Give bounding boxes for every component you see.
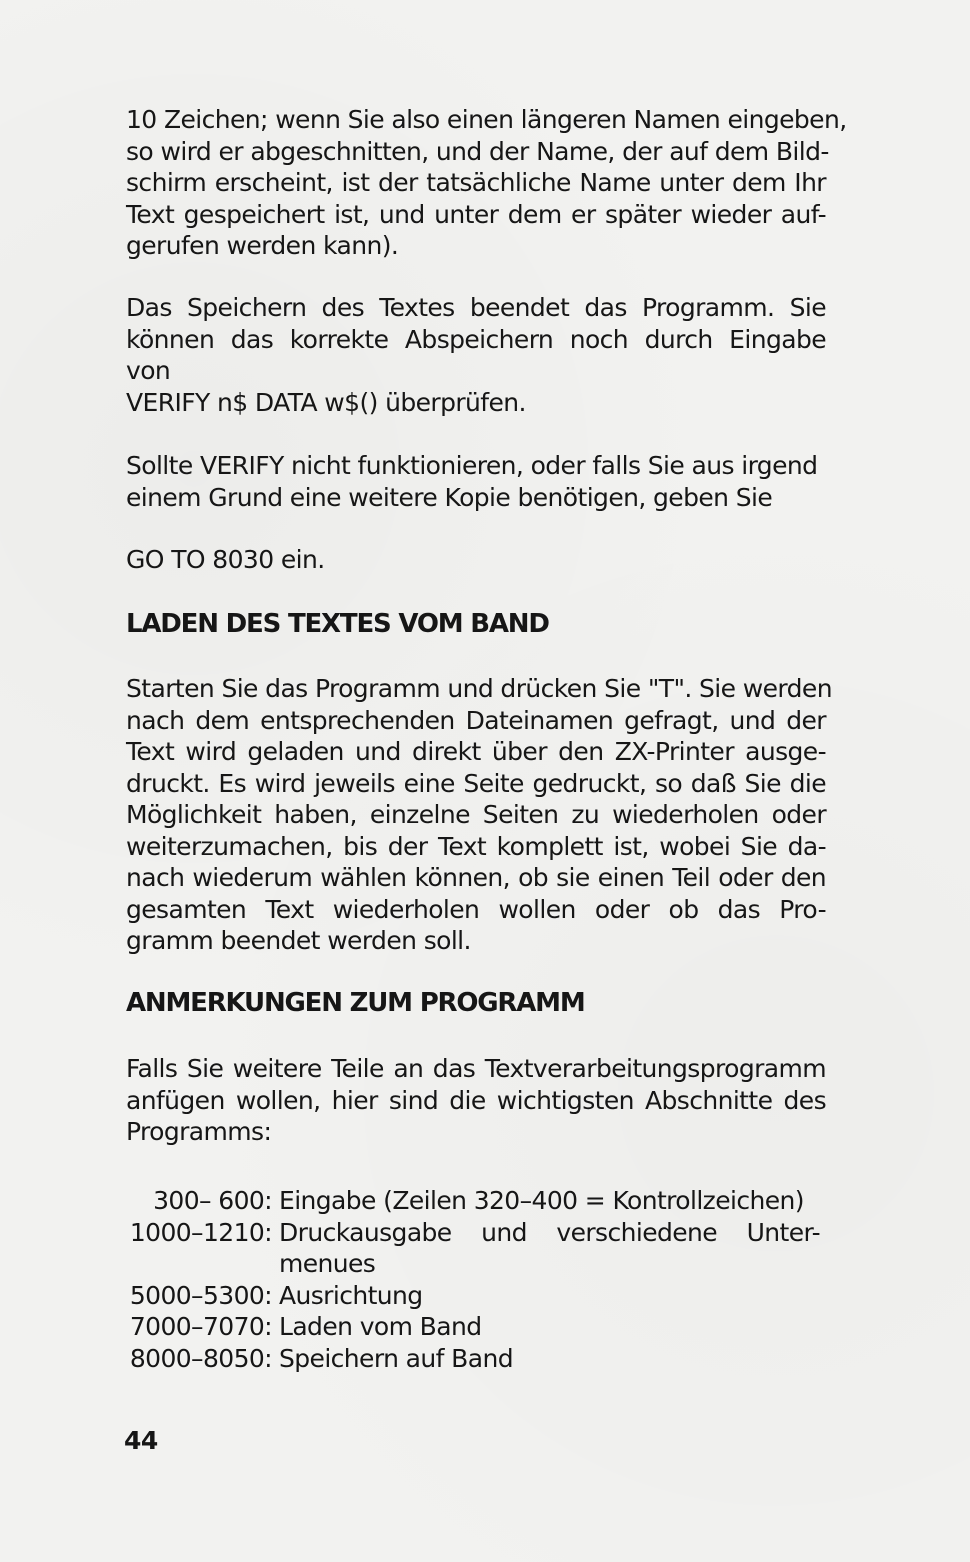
text-line: VERIFY n$ DATA w$() überprüfen. xyxy=(126,387,526,417)
text-line: können das korrekte Abspeichern noch durch Eingabe xyxy=(126,324,826,354)
section-heading-load-text: LADEN DES TEXTES VOM BAND xyxy=(126,609,549,639)
text-line: Das Speichern des Textes beendet das Programm. Sie xyxy=(126,293,826,322)
text-line: nach dem entsprechenden Dateinamen gefragt, und der xyxy=(126,705,826,735)
paragraph-verify-failure xyxy=(126,450,826,513)
page-number: 44 xyxy=(124,1426,158,1455)
text-line: Programms: xyxy=(126,1117,272,1146)
text-line: Text wird geladen und direkt über den ZX-Printer ausge- xyxy=(126,737,826,766)
text-line: GO TO 8030 ein. xyxy=(126,545,325,574)
text-line: 10 Zeichen; wenn Sie also einen längeren Namen eingeben, xyxy=(126,105,847,134)
line-range: 5000–5300: xyxy=(129,1280,272,1310)
paragraph-program-sections-intro xyxy=(126,1053,826,1148)
text-line: Sollte VERIFY nicht funktionieren, oder falls Sie aus irgend xyxy=(126,451,818,480)
paragraph-load-instructions xyxy=(126,673,832,957)
section-description: Ausrichtung xyxy=(279,1280,423,1310)
text-line: Text gespeichert ist, und unter dem er später wieder auf- xyxy=(126,199,826,229)
line-range: 1000–1210: xyxy=(129,1217,272,1247)
section-description-continuation: menues xyxy=(279,1249,376,1278)
list-item xyxy=(120,1343,820,1375)
line-range: 7000–7070: xyxy=(129,1312,272,1341)
section-description: Speichern auf Band xyxy=(279,1343,513,1373)
text-line: gesamten Text wiederholen wollen oder ob das Pro- xyxy=(126,894,826,924)
text-line: druckt. Es wird jeweils eine Seite gedruckt, so daß Sie die xyxy=(126,768,826,798)
text-line: von xyxy=(126,356,171,385)
paragraph-goto-command xyxy=(126,544,826,576)
list-item xyxy=(120,1280,820,1312)
text-line: nach wiederum wählen können, ob sie einen Teil oder den xyxy=(126,863,826,892)
section-heading-program-notes: ANMERKUNGEN ZUM PROGRAMM xyxy=(126,988,585,1018)
program-sections-list xyxy=(120,1185,820,1374)
text-line: schirm erscheint, ist der tatsächliche Name unter dem Ihr xyxy=(126,168,826,197)
line-range: 8000–8050: xyxy=(129,1343,272,1373)
list-item xyxy=(120,1217,820,1249)
text-line: so wird er abgeschnitten, und der Name, der auf dem Bild- xyxy=(126,136,829,166)
section-description: Laden vom Band xyxy=(279,1312,482,1341)
text-line: gramm beendet werden soll. xyxy=(126,926,471,955)
text-line: Möglichkeit haben, einzelne Seiten zu wiederholen oder xyxy=(126,800,826,829)
section-description: Druckausgabe und verschiedene Unter- xyxy=(279,1217,820,1247)
list-item xyxy=(120,1311,820,1343)
text-line: weiterzumachen, bis der Text komplett ist, wobei Sie da- xyxy=(126,831,826,861)
text-line: Falls Sie weitere Teile an das Textverarbeitungsprogramm xyxy=(126,1054,826,1083)
text-line: einem Grund eine weitere Kopie benötigen, geben Sie xyxy=(126,482,773,512)
section-description: Eingabe (Zeilen 320–400 = Kontrollzeichen) xyxy=(279,1186,804,1215)
paragraph-save-verify xyxy=(126,292,826,418)
text-line: Starten Sie das Programm und drücken Sie "T". Sie werden xyxy=(126,674,832,703)
text-line: anfügen wollen, hier sind die wichtigsten Abschnitte des xyxy=(126,1085,826,1115)
line-range: 300– 600: xyxy=(153,1186,272,1215)
text-line: gerufen werden kann). xyxy=(126,231,399,260)
paragraph-filename-note xyxy=(126,104,847,262)
list-item xyxy=(120,1185,820,1217)
